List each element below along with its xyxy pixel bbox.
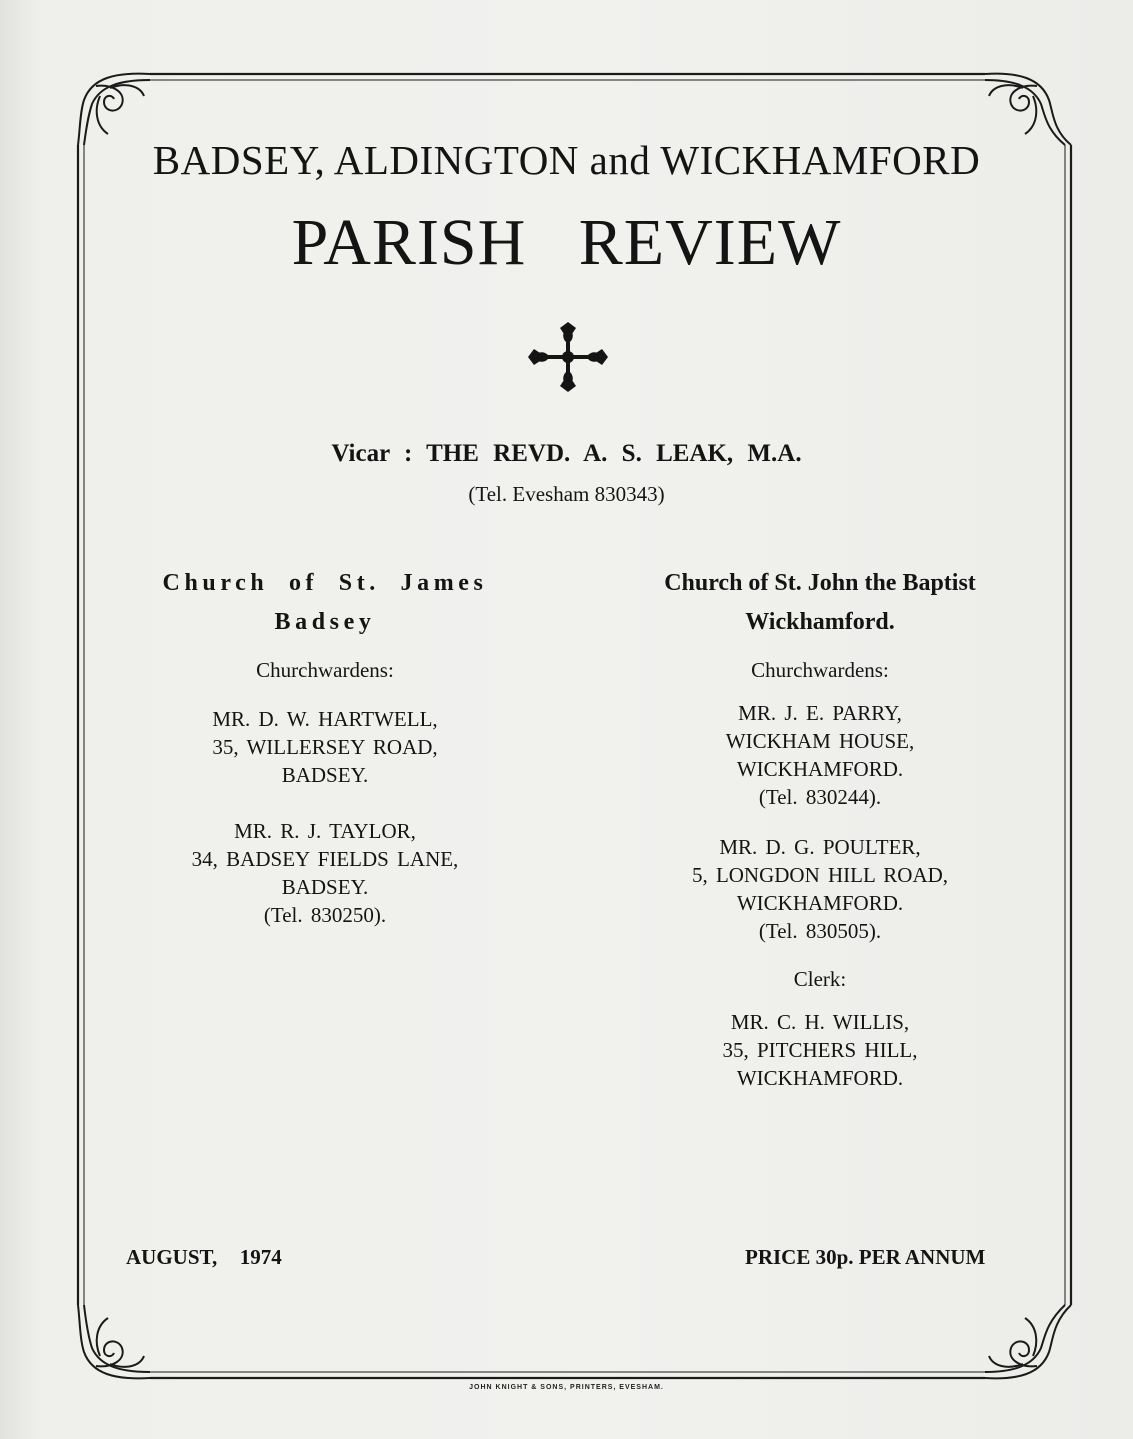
- badsey-column: [110, 570, 540, 929]
- warden-line: (Tel. 830244).: [758, 785, 882, 809]
- warden-line: 34, BADSEY FIELDS LANE,: [191, 847, 459, 871]
- vicar-name: THE REVD. A. S. LEAK, M.A.: [426, 440, 802, 467]
- warden-line: (Tel. 830250).: [263, 903, 387, 927]
- corner-ornament-top-right: [985, 74, 1071, 145]
- wickhamford-warden-2: [605, 833, 1035, 945]
- cross-patee-icon: [528, 322, 608, 392]
- clerk-label: Clerk:: [793, 967, 847, 991]
- issue-date: AUGUST, 1974: [126, 1245, 282, 1269]
- badsey-warden-2: [110, 817, 540, 929]
- wickhamford-column: [605, 570, 1035, 1092]
- clerk-line: MR. C. H. WILLIS,: [730, 1010, 910, 1034]
- subscription-price: PRICE 30p. PER ANNUM: [745, 1245, 986, 1269]
- clerk-block: [605, 1008, 1035, 1092]
- warden-line: MR. J. E. PARRY,: [738, 701, 902, 725]
- wickhamford-church-name: Church of St. John the Baptist: [664, 570, 976, 596]
- warden-line: 5, LONGDON HILL ROAD,: [691, 863, 949, 887]
- corner-ornament-bottom-left: [78, 1305, 150, 1378]
- warden-line: WICKHAM HOUSE,: [725, 729, 915, 753]
- badsey-church-name: Church of St. James: [162, 570, 488, 596]
- vicar-line: [0, 440, 1133, 468]
- printer-imprint: JOHN KNIGHT & SONS, PRINTERS, EVESHAM.: [469, 1384, 664, 1391]
- vicar-telephone: (Tel. Evesham 830343): [468, 482, 665, 506]
- corner-ornament-top-left: [78, 74, 150, 145]
- badsey-place: Badsey: [274, 609, 376, 635]
- clerk-line: 35, PITCHERS HILL,: [722, 1038, 918, 1062]
- badsey-churchwardens-label: Churchwardens:: [256, 658, 394, 682]
- warden-line: MR. R. J. TAYLOR,: [234, 819, 416, 843]
- warden-line: 35, WILLERSEY ROAD,: [212, 735, 438, 759]
- clerk-line: WICKHAMFORD.: [736, 1066, 904, 1090]
- parishes-heading: BADSEY, ALDINGTON and WICKHAMFORD: [152, 137, 981, 183]
- warden-line: MR. D. W. HARTWELL,: [212, 707, 438, 731]
- vicar-label: Vicar :: [331, 440, 413, 467]
- warden-line: BADSEY.: [281, 875, 369, 899]
- wickhamford-churchwardens-label: Churchwardens:: [751, 658, 889, 682]
- warden-line: BADSEY.: [281, 763, 369, 787]
- page-title: PARISH REVIEW: [291, 206, 842, 279]
- warden-line: WICKHAMFORD.: [736, 891, 904, 915]
- wickhamford-warden-1: [605, 699, 1035, 811]
- corner-ornament-bottom-right: [985, 1305, 1071, 1378]
- warden-line: WICKHAMFORD.: [736, 757, 904, 781]
- wickhamford-place: Wickhamford.: [745, 609, 895, 635]
- warden-line: (Tel. 830505).: [758, 919, 882, 943]
- badsey-warden-1: [110, 705, 540, 789]
- warden-line: MR. D. G. POULTER,: [719, 835, 921, 859]
